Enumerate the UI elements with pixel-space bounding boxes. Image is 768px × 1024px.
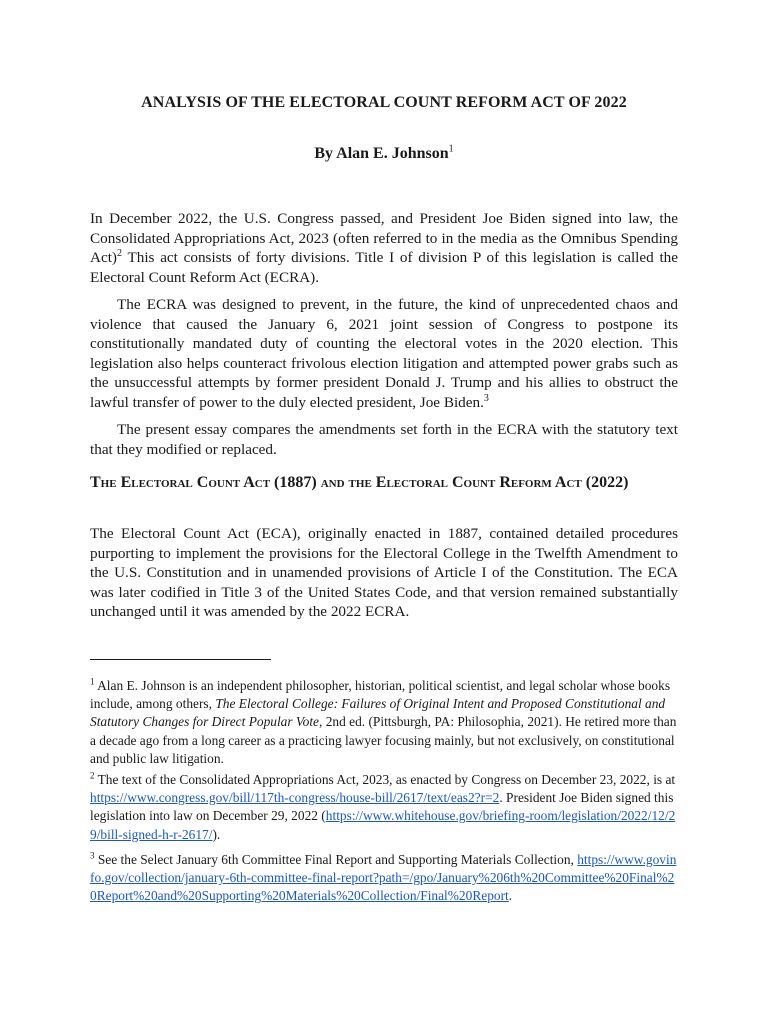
footnote-ref-3[interactable]: 3 bbox=[483, 392, 489, 404]
footnote-text: , 2nd ed. (Pittsburgh, PA: Philosophia, 2021). He retired more than a decade ago from a long career as a practicing lawyer focusing mainly, but not exclusively, on constitutional and public law litigation. bbox=[90, 714, 677, 766]
author-byline bbox=[90, 145, 678, 163]
document-title: ANALYSIS OF THE ELECTORAL COUNT REFORM ACT OF 2022 bbox=[141, 94, 627, 111]
paragraph-text: This act consists of forty divisions. Title I of division P of this legislation is called the Electoral Count Reform Act (ECRA). bbox=[90, 249, 678, 286]
footnote-1 bbox=[90, 677, 678, 768]
paragraph-text: The ECRA was designed to prevent, in the future, the kind of unprecedented chaos and violence that caused the January 6, 2021 joint session of Congress to postpone its constitutionally mandated duty of counting the electoral votes in the 2020 election. This legislation also helps counteract frivolous election litigation and attempted power grabs such as the unsuccessful attempts by former president Donald J. Trump and his allies to obstruct the lawful transfer of power to the duly elected president, Joe Biden. bbox=[90, 296, 678, 411]
footnote-text: See the Select January 6th Committee Final Report and Supporting Materials Collection, bbox=[94, 852, 578, 867]
footnote-number: 1 bbox=[90, 676, 95, 687]
footnote-ref-1[interactable]: 1 bbox=[448, 143, 454, 155]
footnote-text: . bbox=[508, 888, 513, 904]
section-heading: The Electoral Count Act (1887) and the Electoral Count Reform Act (2022) bbox=[90, 474, 629, 491]
book-title: The Electoral College: Failures of Original Intent and Proposed Constitutional and Statutory Changes for Direct Popular Vote bbox=[90, 696, 666, 730]
footnote-ref-2[interactable]: 2 bbox=[117, 248, 122, 260]
govinfo-report-link[interactable]: https://www.govinfo.gov/collection/january-6th-committee-final-report?path=/gpo/January%206th%20Committee%20Final%20Report%20and%20Supporting%20Materials%20Collection/Final%20Report bbox=[90, 852, 677, 904]
footnote-number: 3 bbox=[90, 850, 95, 861]
footnote-text: . President Joe Biden signed this legislation into law on December 29, 2022 ( bbox=[90, 790, 674, 824]
byline-text: By Alan E. Johnson bbox=[314, 145, 449, 162]
congress-bill-link[interactable]: https://www.congress.gov/bill/117th-congress/house-bill/2617/text/eas2?r=2 bbox=[90, 790, 500, 806]
footnote-text: ). bbox=[212, 826, 221, 842]
footnote-text: The text of the Consolidated Appropriations Act, 2023, as enacted by Congress on December 23, 2022, is at bbox=[94, 772, 676, 787]
footnote-separator bbox=[90, 659, 271, 660]
eca-history-paragraph: The Electoral Count Act (ECA), originally enacted in 1887, contained detailed procedures purporting to implement the provisions for the Electoral College in the Twelfth Amendment to the U.S. Constitution and in unamended provisions of Article I of the Constitution. The ECA was later codified in Title 3 of the United States Code, and that version remained substantially unchanged until it was amended by the 2022 ECRA. bbox=[90, 525, 678, 621]
footnote-number: 2 bbox=[90, 770, 95, 781]
ecra-purpose-paragraph bbox=[90, 295, 678, 413]
footnote-text: Alan E. Johnson is an independent philosopher, historian, political scientist, and legal scholar whose books include, among others, bbox=[90, 678, 671, 712]
footnote-3 bbox=[90, 851, 678, 906]
essay-scope-paragraph: The present essay compares the amendments set forth in the ECRA with the statutory text that they modified or replaced. bbox=[90, 421, 678, 458]
footnote-2 bbox=[90, 771, 678, 844]
intro-paragraph bbox=[90, 209, 678, 287]
whitehouse-link[interactable]: https://www.whitehouse.gov/briefing-room/legislation/2022/12/29/bill-signed-h-r-2617/ bbox=[90, 808, 676, 842]
paragraph-text: In December 2022, the U.S. Congress passed, and President Joe Biden signed into law, the Consolidated Appropriations Act, 2023 (often referred to in the media as the Omnibus Spending Act) bbox=[90, 210, 678, 267]
